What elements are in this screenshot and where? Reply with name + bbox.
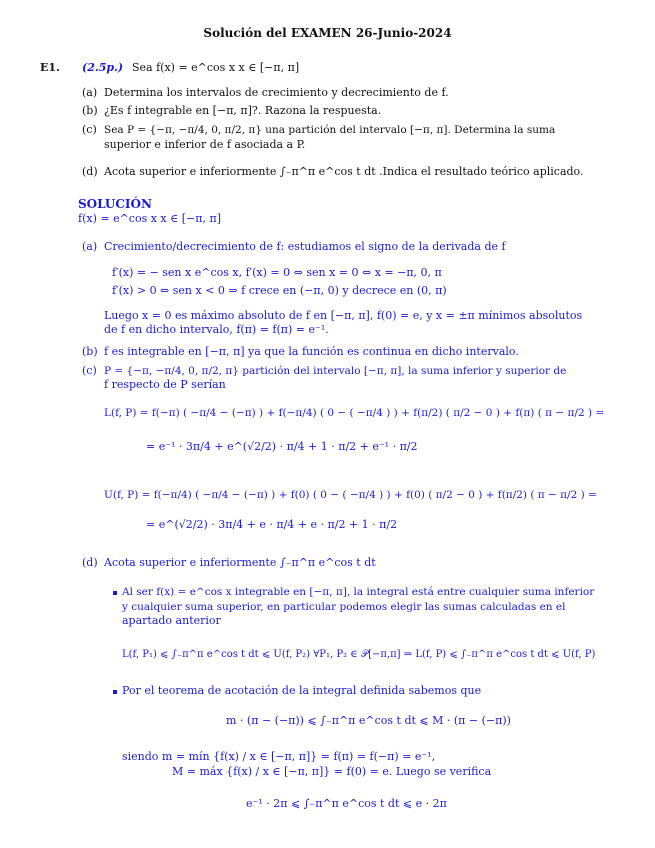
part-a-eq2: f′(x) > 0 ⇔ sen x < 0 ⇒ f crece en (−π, 0) y decrece en (0, π)	[112, 284, 447, 297]
item-text-d: Acota superior e inferiormente ∫₋π^π e^cos t dt .Indica el resultado teórico aplicado.	[104, 165, 584, 178]
item-text-a: Determina los intervalos de crecimiento y decrecimiento de f.	[104, 86, 449, 99]
upper-sum-eq-2: = e^(√2/2) · 3π/4 + e · π/4 + e · π/2 + 1 · π/2	[146, 518, 398, 531]
part-d-label: (d)	[82, 556, 98, 569]
part-d-bullet2: Por el teorema de acotación de la integral definida sabemos que	[122, 684, 482, 697]
part-c-text-2: f respecto de P serían	[104, 378, 226, 391]
part-a-label: (a)	[82, 240, 98, 253]
exercise-intro: Sea f(x) = e^cos x x ∈ [−π, π]	[132, 61, 300, 74]
solution-heading: SOLUCIÓN	[78, 197, 152, 211]
part-d-siendo-1: siendo m = mín {f(x) / x ∈ [−π, π]} = f(π) = f(−π) = e⁻¹,	[122, 750, 436, 763]
part-d-siendo-2: M = máx {f(x) / x ∈ [−π, π]} = f(0) = e. Luego se verifica	[172, 765, 492, 778]
item-label-c: (c)	[82, 123, 97, 136]
part-a-text: Crecimiento/decrecimiento de f: estudiamos el signo de la derivada de f	[104, 240, 506, 253]
part-c-label: (c)	[82, 364, 97, 377]
part-c-text-1: P = {−π, −π/4, 0, π/2, π} partición del intervalo [−π, π], la suma inferior y superior de	[104, 365, 567, 377]
item-label-b: (b)	[82, 104, 98, 117]
page-title: Solución del EXAMEN 26-Junio-2024	[203, 26, 452, 40]
part-d-text: Acota superior e inferiormente ∫₋π^π e^cos t dt	[104, 556, 376, 569]
part-a-conclusion-1: Luego x = 0 es máximo absoluto de f en [−π, π], f(0) = e, y x = ±π mínimos absolutos	[104, 309, 583, 322]
bullet-icon	[113, 591, 117, 595]
exercise-points: (2.5p.)	[82, 61, 124, 74]
item-label-d: (d)	[82, 165, 98, 178]
exercise-number: E1.	[40, 61, 60, 74]
lower-sum-eq-1: L(f, P) = f(−π) ( −π/4 − (−π) ) + f(−π/4) ( 0 − ( −π/4 ) ) + f(π/2) ( π/2 − 0 ) + f(π) ( π − π/2 ) =	[104, 407, 605, 419]
part-b-label: (b)	[82, 345, 98, 358]
bullet-icon	[113, 690, 117, 694]
part-d-bullet1-line2: y cualquier suma superior, en particular podemos elegir las sumas calculadas en el	[122, 601, 566, 613]
part-d-bullet1-line1: Al ser f(x) = e^cos x integrable en [−π, π], la integral está entre cualquier suma inferior	[122, 586, 595, 598]
upper-sum-eq-1: U(f, P) = f(−π/4) ( −π/4 − (−π) ) + f(0) ( 0 − ( −π/4 ) ) + f(0) ( π/2 − 0 ) + f(π/2) ( π − π/2 ) =	[104, 489, 597, 501]
solution-definition: f(x) = e^cos x x ∈ [−π, π]	[78, 212, 222, 225]
part-d-inequality-1: L(f, P₁) ⩽ ∫₋π^π e^cos t dt ⩽ U(f, P₂) ∀P₁, P₂ ∈ 𝒫[−π,π] ⇒ L(f, P) ⩽ ∫₋π^π e^cos t dt ⩽ U(f, P)	[122, 649, 596, 660]
item-text-c-2: superior e inferior de f asociada a P.	[104, 138, 306, 151]
item-text-b: ¿Es f integrable en [−π, π]?. Razona la respuesta.	[104, 104, 382, 117]
part-a-conclusion-2: de f en dicho intervalo, f(π) = f(π) = e⁻¹.	[104, 323, 329, 336]
part-a-eq1: f′(x) = − sen x e^cos x, f′(x) = 0 ⇔ sen x = 0 ⇔ x = −π, 0, π	[112, 266, 442, 279]
item-label-a: (a)	[82, 86, 98, 99]
part-d-inequality-3: e⁻¹ · 2π ⩽ ∫₋π^π e^cos t dt ⩽ e · 2π	[246, 797, 447, 810]
item-text-c: Sea P = {−π, −π/4, 0, π/2, π} una partición del intervalo [−π, π]. Determina la suma	[104, 124, 556, 136]
part-d-inequality-2: m · (π − (−π)) ⩽ ∫₋π^π e^cos t dt ⩽ M · (π − (−π))	[226, 714, 511, 727]
lower-sum-eq-2: = e⁻¹ · 3π/4 + e^(√2/2) · π/4 + 1 · π/2 + e⁻¹ · π/2	[146, 440, 418, 453]
part-b-text: f es integrable en [−π, π] ya que la función es continua en dicho intervalo.	[104, 345, 519, 358]
part-d-bullet1-line3: apartado anterior	[122, 614, 221, 627]
